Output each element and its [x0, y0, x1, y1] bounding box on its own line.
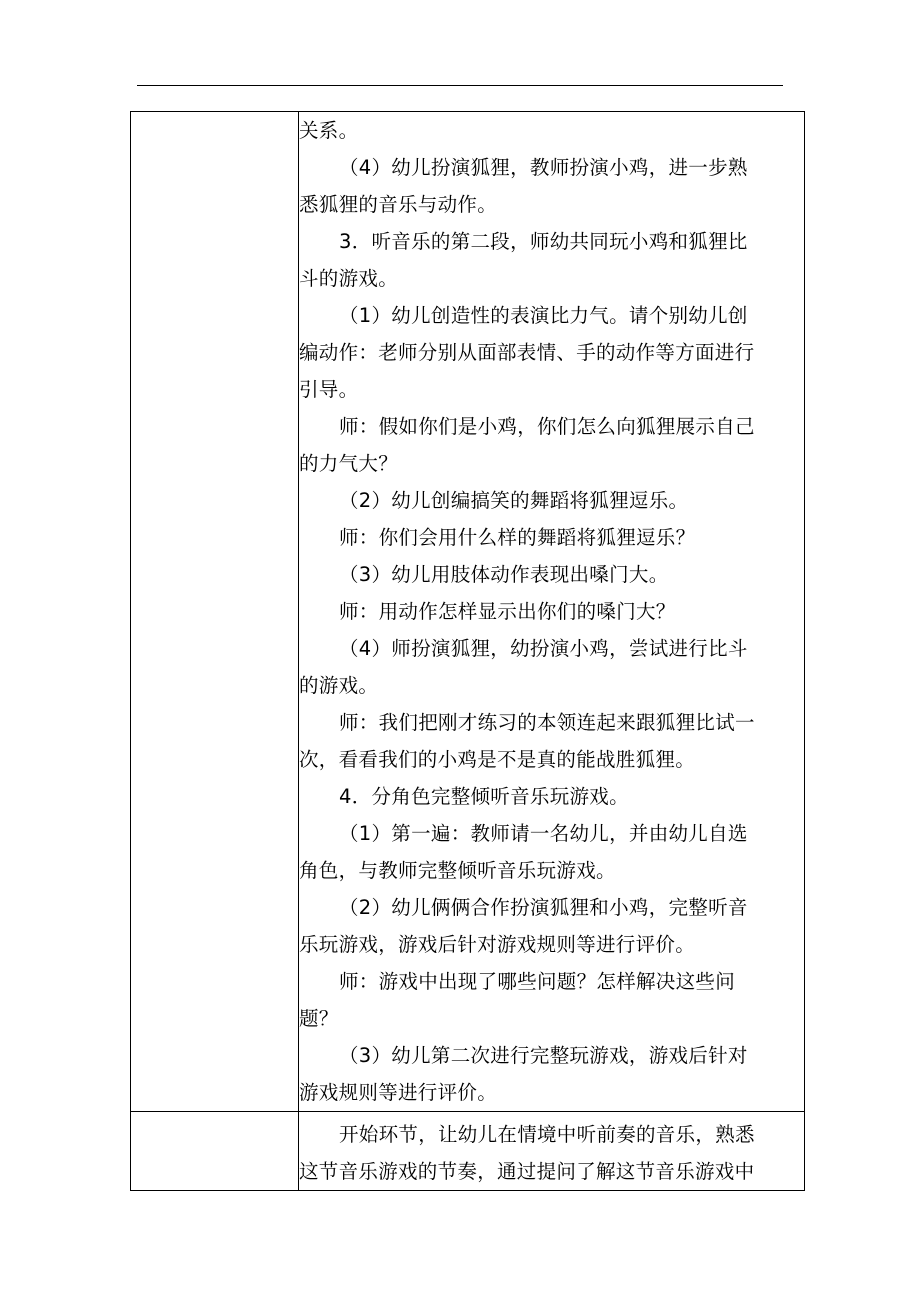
text-line: （3）幼儿第二次进行完整玩游戏，游戏后针对: [339, 1044, 748, 1067]
text-line: 角色，与教师完整倾听音乐玩游戏。: [299, 859, 616, 882]
header-rule: [137, 85, 783, 86]
text-line: （2）幼儿俩俩合作扮演狐狸和小鸡，完整听音: [339, 896, 748, 919]
table-row: [131, 112, 805, 1112]
text-line: 师：你们会用什么样的舞蹈将狐狸逗乐？: [339, 526, 696, 549]
text-line: 关系。: [299, 119, 359, 142]
table-row: [131, 1112, 805, 1191]
text-line: 开始环节，让幼儿在情境中听前奏的音乐，熟悉: [339, 1123, 755, 1146]
paragraph-lines: [299, 112, 804, 1111]
left-cell-empty: [131, 112, 299, 1112]
text-line: 斗的游戏。: [299, 267, 399, 290]
text-line: 编动作：老师分别从面部表情、手的动作等方面进行: [299, 341, 755, 364]
reflection-cell: [299, 1112, 805, 1191]
text-line: 这节音乐游戏的节奏，通过提问了解这节音乐游戏中: [299, 1160, 755, 1183]
text-line: 师：游戏中出现了哪些问题？怎样解决这些问: [339, 970, 736, 993]
text-line: 的力气大？: [299, 452, 399, 475]
text-line: 悉狐狸的音乐与动作。: [299, 193, 498, 216]
text-line: （2）幼儿创编搞笑的舞蹈将狐狸逗乐。: [339, 489, 689, 512]
text-line: （1）幼儿创造性的表演比力气。请个别幼儿创: [339, 304, 748, 327]
text-line: （4）幼儿扮演狐狸，教师扮演小鸡，进一步熟: [339, 156, 748, 179]
text-line: 游戏规则等进行评价。: [299, 1081, 498, 1104]
text-line: 师：用动作怎样显示出你们的嗓门大？: [339, 600, 676, 623]
activity-process-cell: [299, 112, 805, 1112]
text-line: （4）师扮演狐狸，幼扮演小鸡，尝试进行比斗: [339, 637, 748, 660]
text-line: （1）第一遍：教师请一名幼儿，并由幼儿自选: [339, 822, 748, 845]
paragraph-lines: [299, 1116, 804, 1190]
text-line: 的游戏。: [299, 674, 379, 697]
text-line: 师：我们把刚才练习的本领连起来跟狐狸比试一: [339, 711, 755, 734]
text-line: 引导。: [299, 378, 359, 401]
text-line: 次，看看我们的小鸡是不是真的能战胜狐狸。: [299, 748, 696, 771]
text-line: 乐玩游戏，游戏后针对游戏规则等进行评价。: [299, 933, 696, 956]
text-line: （3）幼儿用肢体动作表现出嗓门大。: [339, 563, 669, 586]
text-line: 师：假如你们是小鸡，你们怎么向狐狸展示自己: [339, 415, 755, 438]
left-cell-empty: [131, 1112, 299, 1191]
text-line: 3．听音乐的第二段，师幼共同玩小鸡和狐狸比: [339, 230, 748, 253]
text-line: 题？: [299, 1007, 339, 1030]
lesson-table: [130, 111, 805, 1191]
text-line: 4．分角色完整倾听音乐玩游戏。: [339, 785, 629, 808]
